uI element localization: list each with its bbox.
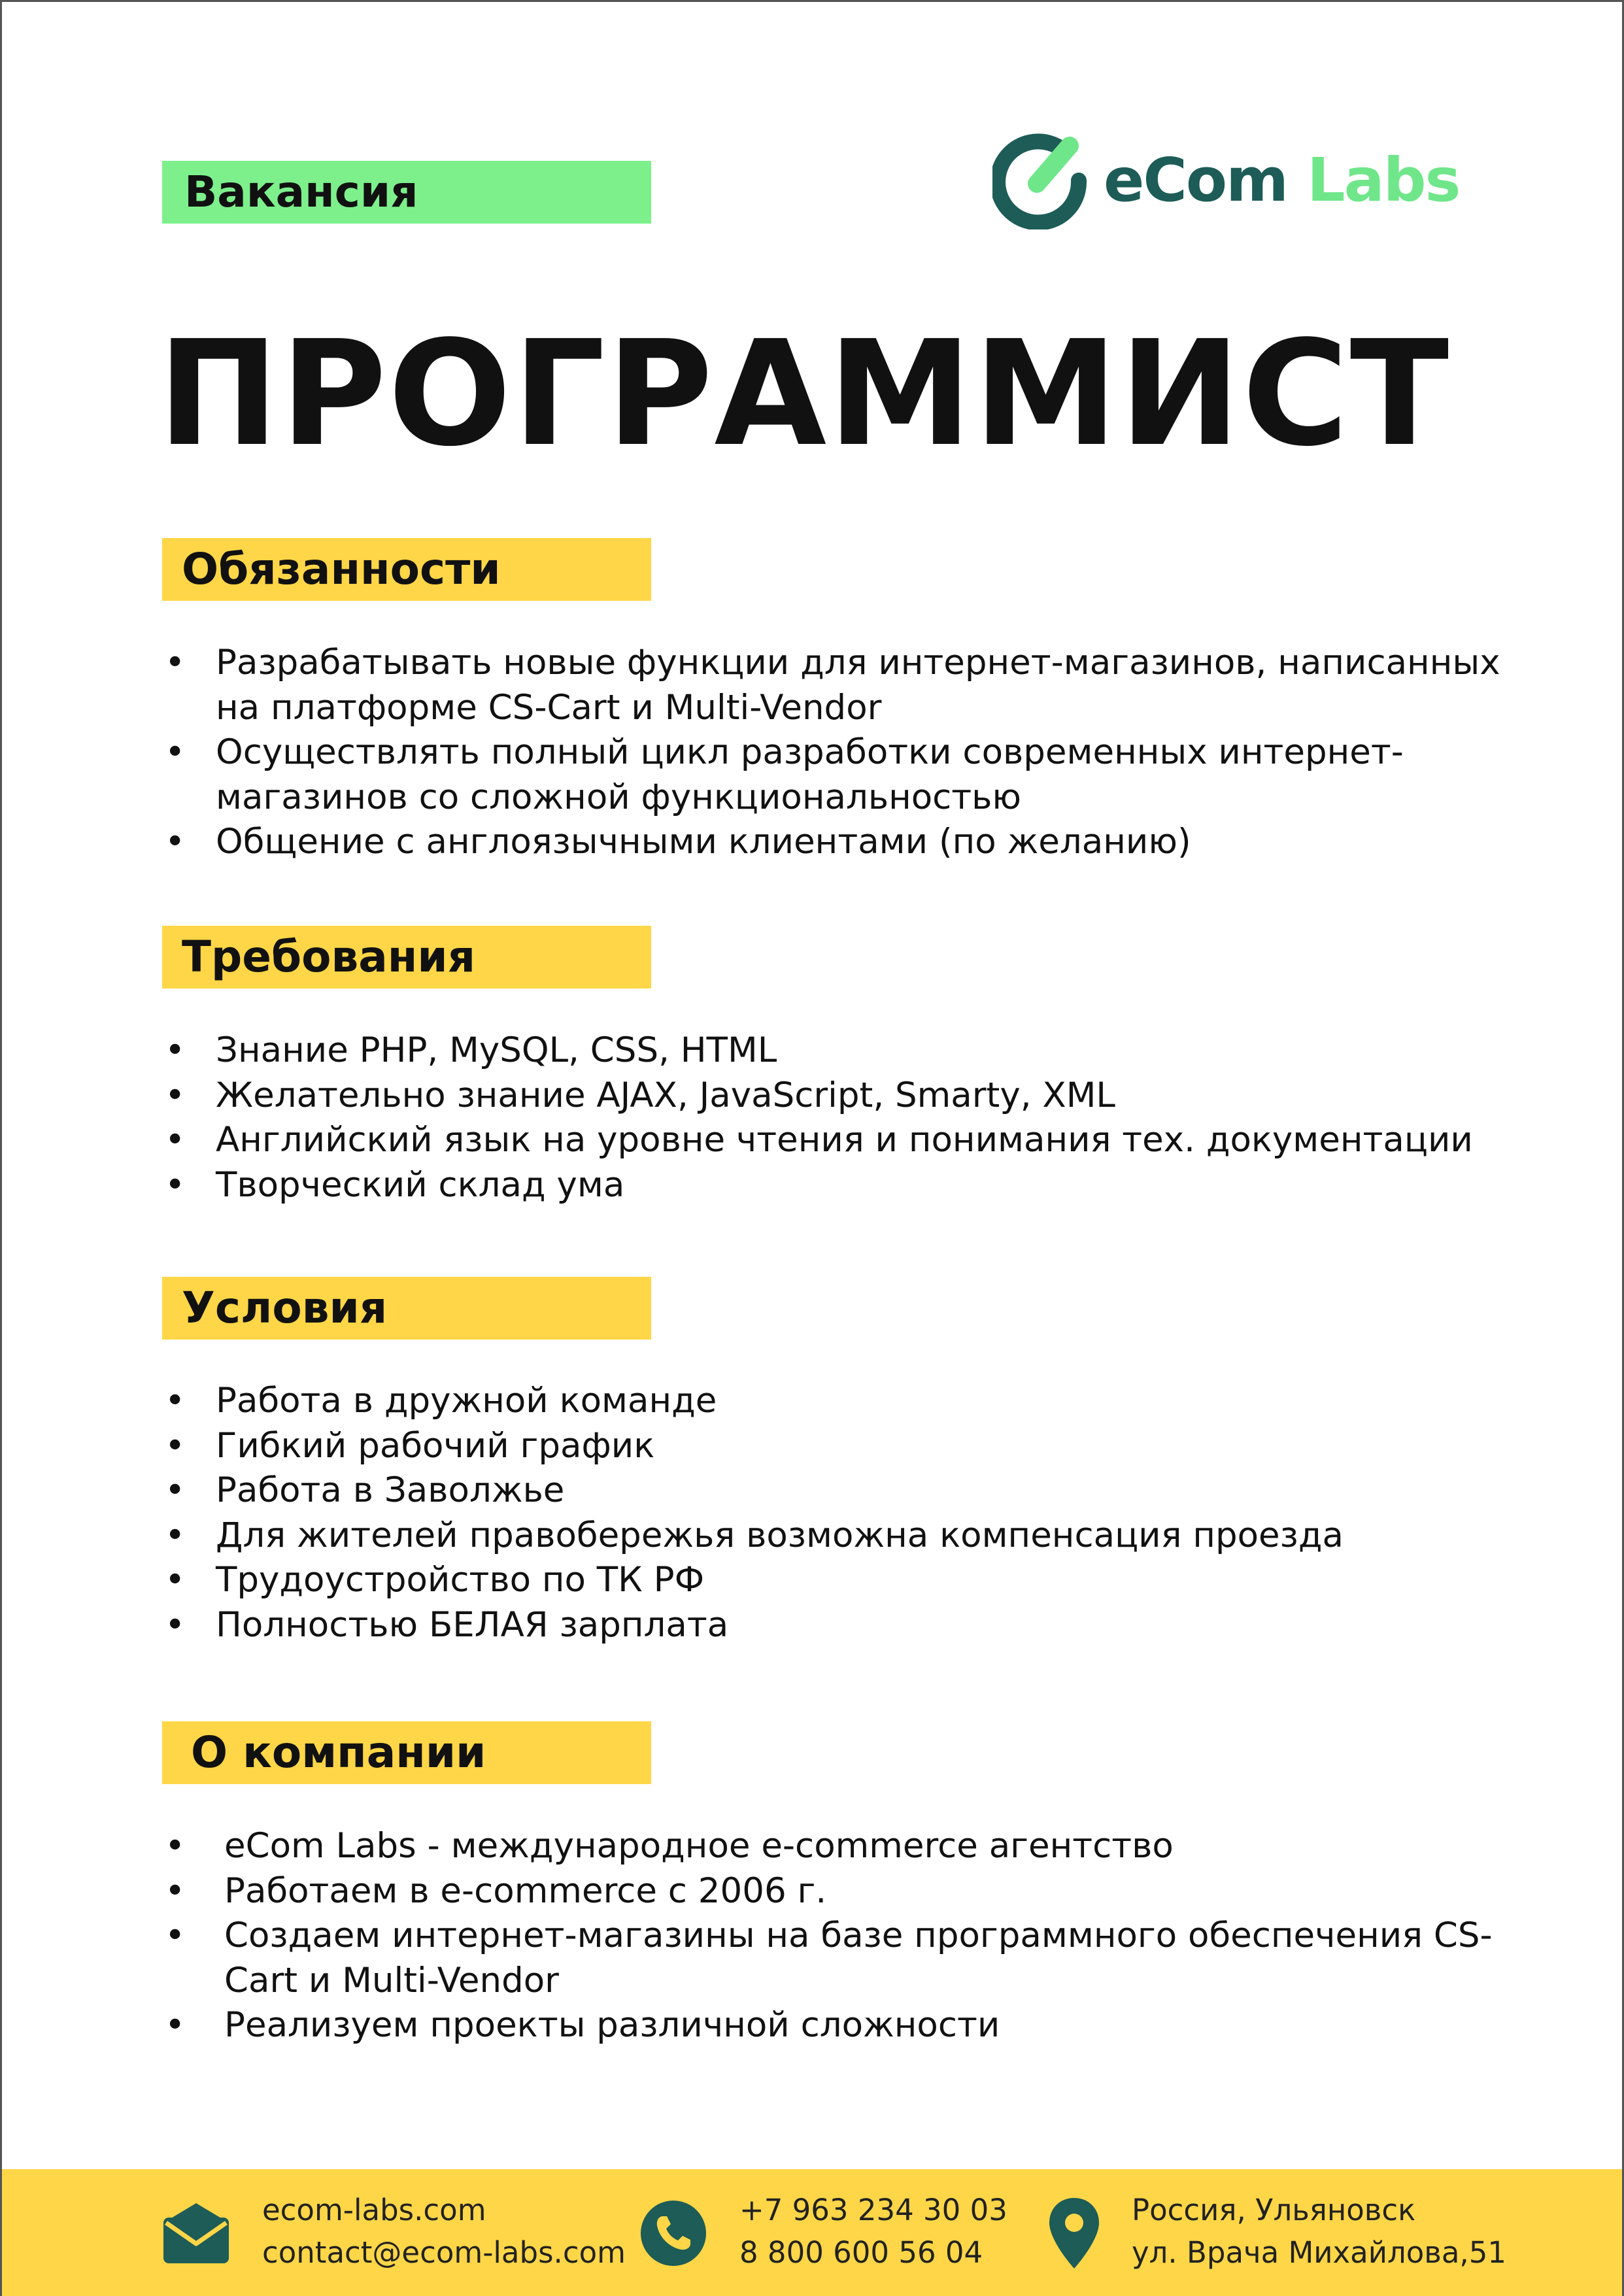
list-item: • Трудоустройство по ТК РФ — [165, 1560, 705, 1600]
conditions-list — [162, 1379, 1502, 1647]
footer-street: ул. Врача Михайлова,51 — [1132, 2235, 1506, 2270]
list-item: • Для жителей правобережья возможна компенсация проезда — [165, 1515, 1344, 1555]
footer-email[interactable]: contact@ecom-labs.com — [262, 2235, 626, 2270]
logo-text-ecom: eCom — [1104, 145, 1287, 215]
list-item: • Творческий склад ума — [165, 1164, 625, 1205]
company-logo — [992, 131, 1476, 229]
footer-phone-2[interactable]: 8 800 600 56 04 — [739, 2235, 983, 2270]
phone-icon — [639, 2199, 707, 2267]
company-heading: О компании — [162, 1721, 651, 1784]
list-item: • Английский язык на уровне чтения и понимания тех. документации — [165, 1120, 1473, 1160]
duties-heading: Обязанности — [162, 538, 651, 601]
job-title: ПРОГРАММИСТ — [158, 310, 1451, 479]
location-pin-icon — [1047, 2195, 1102, 2271]
envelope-icon — [161, 2201, 231, 2266]
vacancy-tag: Вакансия — [162, 161, 651, 224]
list-item: • Работаем в e-commerce с 2006 г. — [165, 1870, 827, 1911]
list-item: • Желательно знание AJAX, JavaScript, Smarty, XML — [165, 1075, 1115, 1115]
list-item: • eCom Labs - международное e-commerce агентство — [165, 1826, 1174, 1866]
footer-city: Россия, Ульяновск — [1132, 2193, 1416, 2227]
list-item: • Полностью БЕЛАЯ зарплата — [165, 1604, 729, 1645]
ecom-labs-logo-icon — [992, 131, 1091, 229]
requirements-list — [162, 1028, 1502, 1207]
logo-text-labs: Labs — [1307, 145, 1460, 215]
list-item: • Работа в дружной команде — [165, 1381, 717, 1421]
logo-wordmark — [1104, 144, 1459, 216]
footer-phone-1[interactable]: +7 963 234 30 03 — [739, 2193, 1007, 2227]
requirements-heading: Требования — [162, 926, 651, 988]
conditions-heading: Условия — [162, 1277, 651, 1340]
list-item: • Знание PHP, MySQL, CSS, HTML — [165, 1030, 777, 1070]
company-list — [162, 1824, 1502, 2048]
list-item: • Общение с англоязычными клиентами (по желанию) — [165, 822, 1191, 862]
footer-website[interactable]: ecom-labs.com — [262, 2193, 486, 2227]
duties-list — [162, 641, 1502, 865]
list-item: • Осуществлять полный цикл разработки современных интернет-магазинов со сложной функциональностью — [165, 732, 1404, 817]
contact-footer — [2, 2169, 1622, 2296]
list-item: • Создаем интернет-магазины на базе программного обеспечения CS-Cart и Multi-Vendor — [165, 1916, 1493, 2001]
list-item: • Гибкий рабочий график — [165, 1425, 655, 1466]
list-item: • Работа в Заволжье — [165, 1470, 565, 1510]
list-item: • Разрабатывать новые функции для интернет-магазинов, написанных на платформе CS-Cart и Multi-Vendor — [165, 643, 1500, 728]
list-item: • Реализуем проекты различной сложности — [165, 2005, 1000, 2045]
